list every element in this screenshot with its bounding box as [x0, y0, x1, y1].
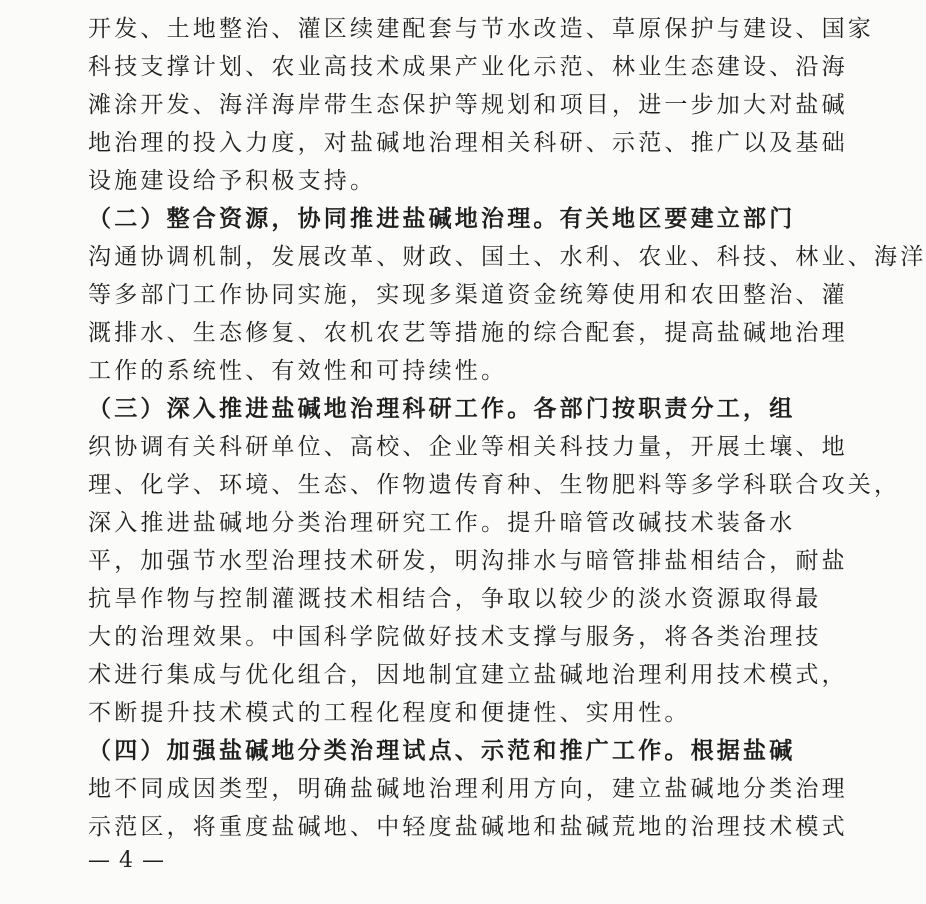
paragraph-4: [88, 732, 848, 846]
text-line: 设施建设给予积极支持。: [88, 168, 377, 194]
text-line: 示范区，将重度盐碱地、中轻度盐碱地和盐碱荒地的治理技术模式: [88, 814, 848, 840]
section-heading-line: （二）整合资源，协同推进盐碱地治理。有关地区要建立部门: [88, 205, 796, 232]
document-body: [88, 10, 926, 846]
text-line: 织协调有关科研单位、高校、企业等相关科技力量，开展土壤、地: [88, 434, 848, 460]
section-heading-line: （四）加强盐碱地分类治理试点、示范和推广工作。根据盐碱: [88, 737, 796, 764]
text-line: 溉排水、生态修复、农机农艺等措施的综合配套，提高盐碱地治理: [88, 320, 848, 346]
paragraph-3: [88, 390, 901, 732]
text-line: 等多部门工作协同实施，实现多渠道资金统筹使用和农田整治、灌: [88, 282, 848, 308]
paragraph-1: [88, 10, 874, 200]
text-line: 开发、土地整治、灌区续建配套与节水改造、草原保护与建设、国家: [88, 16, 874, 42]
section-heading-line: （三）深入推进盐碱地治理科研工作。各部门按职责分工，组: [88, 395, 796, 422]
text-line: 地不同成因类型，明确盐碱地治理利用方向，建立盐碱地分类治理: [88, 776, 848, 802]
text-line: 工作的系统性、有效性和可持续性。: [88, 358, 508, 384]
text-line: 大的治理效果。中国科学院做好技术支撑与服务，将各类治理技: [88, 624, 822, 650]
text-line: 沟通协调机制，发展改革、财政、国土、水利、农业、科技、林业、海洋: [88, 244, 926, 270]
paragraph-2: [88, 200, 926, 390]
text-line: 科技支撑计划、农业高技术成果产业化示范、林业生态建设、沿海: [88, 54, 848, 80]
text-line: 深入推进盐碱地分类治理研究工作。提升暗管改碱技术装备水: [88, 510, 796, 536]
text-line: 抗旱作物与控制灌溉技术相结合，争取以较少的淡水资源取得最: [88, 586, 822, 612]
text-line: 平，加强节水型治理技术研发，明沟排水与暗管排盐相结合，耐盐: [88, 548, 848, 574]
text-line: 术进行集成与优化组合，因地制宜建立盐碱地治理利用技术模式，: [88, 662, 848, 688]
text-line: 滩涂开发、海洋海岸带生态保护等规划和项目，进一步加大对盐碱: [88, 92, 848, 118]
text-line: 地治理的投入力度，对盐碱地治理相关科研、示范、推广以及基础: [88, 130, 848, 156]
text-line: 不断提升技术模式的工程化程度和便捷性、实用性。: [88, 700, 691, 726]
page-number: — 4 —: [88, 848, 165, 873]
text-line: 理、化学、环境、生态、作物遗传育种、生物肥料等多学科联合攻关，: [88, 472, 901, 498]
